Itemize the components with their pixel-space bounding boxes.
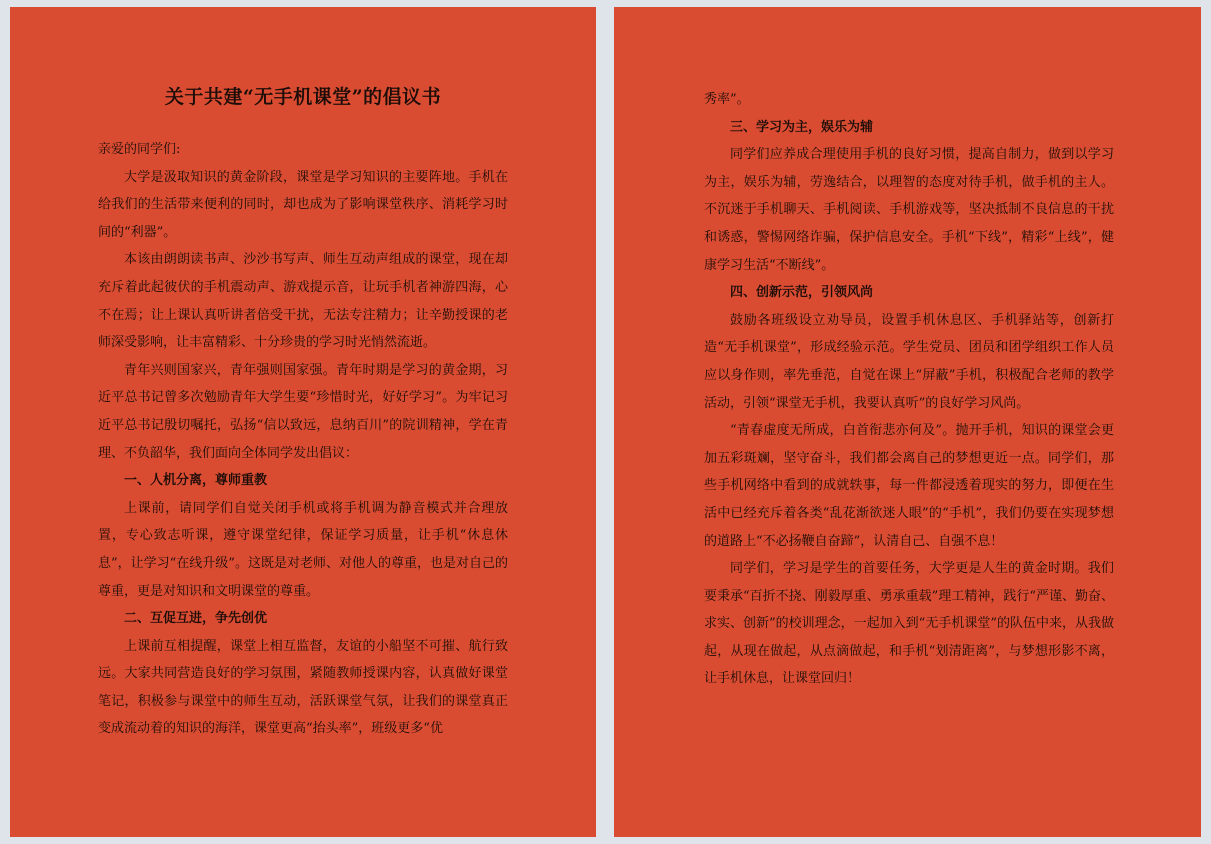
page-1-body <box>98 136 508 743</box>
paragraph-closing: 同学们，学习是学生的首要任务，大学更是人生的黄金时期。我们要秉承“百折不挠、刚毅厚重、勇承重载”理工精神，践行“严谨、勤奋、求实、创新”的校训理念，一起加入到“无手机课堂”的队伍中来，从我做起，从现在做起，从点滴做起，和手机“划清距离”，与梦想形影不离，让手机休息，让课堂回归！ <box>704 561 1114 687</box>
paragraph-continuation: 秀率”。 <box>704 92 750 107</box>
paragraph-problem: 本该由朗朗读书声、沙沙书写声、师生互动声组成的课堂，现在却充斥着此起彼伏的手机震动声、游戏提示音，让玩手机者神游四海，心不在焉；让上课认真听讲者倍受干扰，无法专注精力；让辛勤授课的老师深受影响，让丰富精彩、十分珍贵的学习时光悄然流逝。 <box>98 252 508 351</box>
section-heading-1: 一、人机分离，尊师重教 <box>124 473 268 489</box>
document-page-1 <box>10 7 596 837</box>
paragraph-section-4: 鼓励各班级设立劝导员，设置手机休息区、手机驿站等，创新打造“无手机课堂”，形成经验示范。学生党员、团员和团学组织工作人员应以身作则，率先垂范，自觉在课上“屏蔽”手机，积极配合老师的教学活动，引领“课堂无手机，我要认真听”的良好学习风尚。 <box>704 312 1114 411</box>
section-heading-2: 二、互促互进，争先创优 <box>124 611 268 627</box>
section-heading-4: 四、创新示范，引领风尚 <box>730 285 874 301</box>
document-title: 关于共建“无手机课堂”的倡议书 <box>164 86 442 108</box>
paragraph-section-1: 上课前，请同学们自觉关闭手机或将手机调为静音模式并合理放置，专心致志听课，遵守课堂纪律，保证学习质量，让手机“休息休息”，让学习“在线升级”。这既是对老师、对他人的尊重，也是对自己的尊重，更是对知识和文明课堂的尊重。 <box>98 500 508 599</box>
section-heading-3: 三、学习为主，娱乐为辅 <box>730 119 874 135</box>
salutation: 亲爱的同学们: <box>98 142 181 157</box>
paragraph-intro: 大学是汲取知识的黄金阶段，课堂是学习知识的主要阵地。手机在给我们的生活带来便利的同时，却也成为了影响课堂秩序、消耗学习时间的“利器”。 <box>98 169 508 240</box>
paragraph-call: 青年兴则国家兴，青年强则国家强。青年时期是学习的黄金期，习近平总书记曾多次勉励青年大学生要“珍惜时光，好好学习”。为牢记习近平总书记殷切嘱托，弘扬“信以致远，息纳百川”的院训精神，学在青理、不负韶华，我们面向全体同学发出倡议： <box>98 362 508 461</box>
document-page-2 <box>614 7 1201 837</box>
paragraph-section-2: 上课前互相提醒，课堂上相互监督，友谊的小船坚不可摧、航行致远。大家共同营造良好的学习氛围，紧随教师授课内容，认真做好课堂笔记，积极参与课堂中的师生互动，活跃课堂气氛，让我们的课堂真正变成流动着的知识的海洋，课堂更高“抬头率”，班级更多“优 <box>98 638 508 737</box>
paragraph-youth-quote: “青春虚度无所成，白首衔悲亦何及”。抛开手机，知识的课堂会更加五彩斑斓，坚守奋斗，我们都会离自己的梦想更近一点。同学们，那些手机网络中看到的成就轶事，每一件都浸透着现实的努力，即便在生活中已经充斥着各类“乱花渐欲迷人眼”的“手机”，我们仍要在实现梦想的道路上“不必扬鞭自奋蹄”，认清自己、自强不息！ <box>704 423 1114 549</box>
page-2-body <box>704 86 1114 693</box>
paragraph-section-3: 同学们应养成合理使用手机的良好习惯，提高自制力，做到以学习为主，娱乐为辅，劳逸结合，以理智的态度对待手机，做手机的主人。不沉迷于手机聊天、手机阅读、手机游戏等，坚决抵制不良信息的干扰和诱惑，警惕网络诈骗，保护信息安全。手机“下线”，精彩“上线”，健康学习生活“不断线”。 <box>704 147 1114 273</box>
